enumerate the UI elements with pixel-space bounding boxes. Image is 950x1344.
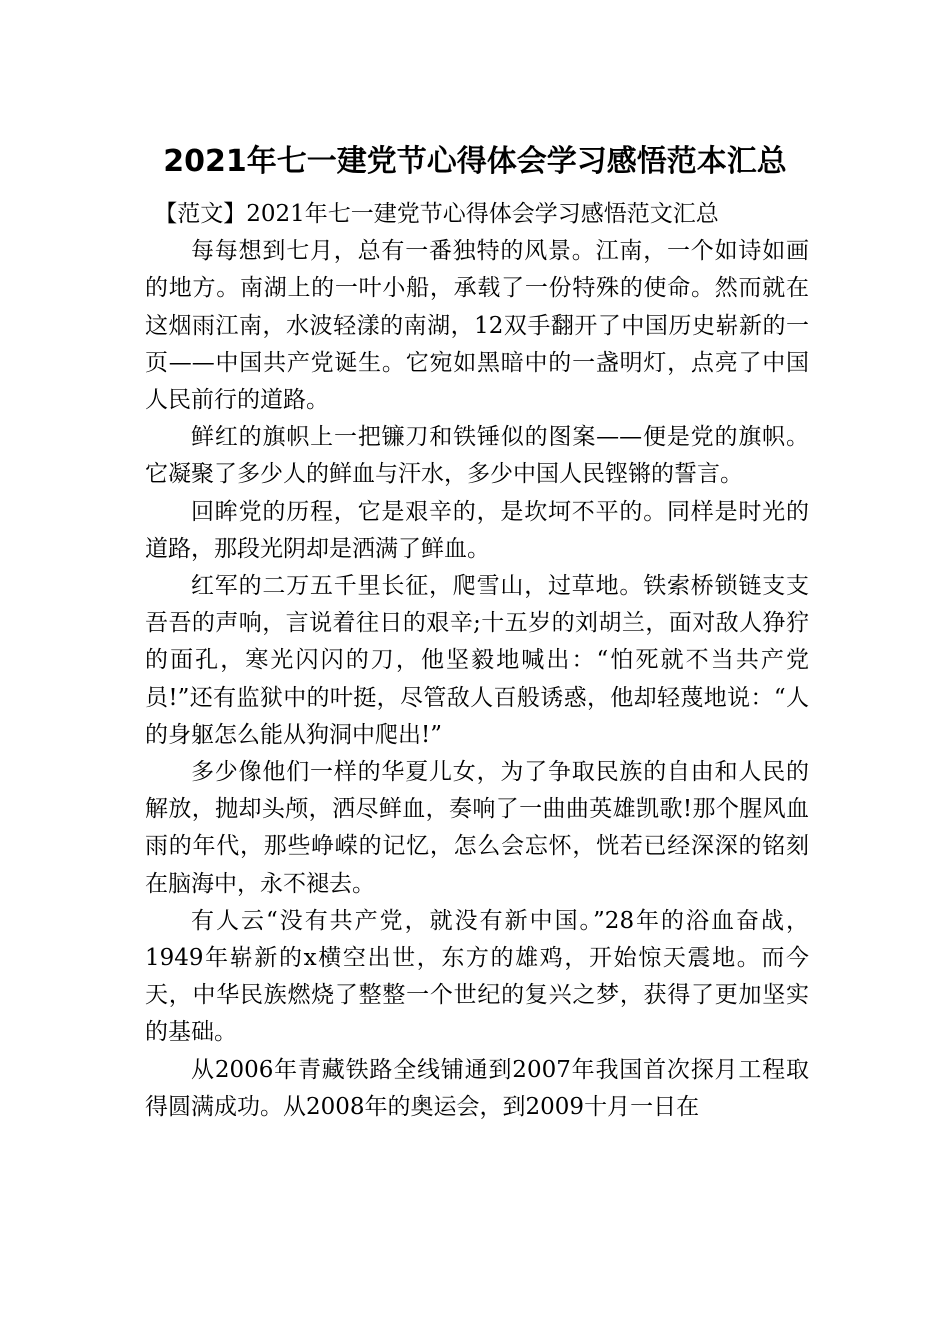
body-paragraph: 多少像他们一样的华夏儿女，为了争取民族的自由和人民的解放，抛却头颅，洒尽鲜血，奏响了一曲曲英雄凯歌!那个腥风血雨的年代，那些峥嵘的记忆，怎么会忘怀，恍若已经深深的铭刻在脑海中，永不褪去。 bbox=[145, 759, 809, 897]
document-body bbox=[145, 196, 809, 1126]
document-title: 2021年七一建党节心得体会学习感悟范本汇总 bbox=[163, 144, 787, 180]
body-paragraph: 红军的二万五千里长征，爬雪山，过草地。铁索桥锁链支支吾吾的声响，言说着往日的艰辛;十五岁的刘胡兰，面对敌人狰狞的面孔，寒光闪闪的刀，他坚毅地喊出：“怕死就不当共产党员!”还有监狱中的叶挺，尽管敌人百般诱惑，他却轻蔑地说：“人的身躯怎么能从狗洞中爬出!” bbox=[145, 573, 809, 748]
body-paragraph: 回眸党的历程，它是艰辛的，是坎坷不平的。同样是时光的道路，那段光阴却是洒满了鲜血。 bbox=[145, 498, 809, 562]
body-paragraph: 从2006年青藏铁路全线铺通到2007年我国首次探月工程取得圆满成功。从2008年的奥运会，到2009十月一日在 bbox=[145, 1056, 809, 1120]
body-paragraph: 有人云“没有共产党，就没有新中国。”28年的浴血奋战，1949年崭新的x横空出世，东方的雄鸡，开始惊天震地。而今天，中华民族燃烧了整整一个世纪的复兴之梦，获得了更加坚实的基础。 bbox=[145, 907, 809, 1046]
subtitle-paragraph: 【范文】2021年七一建党节心得体会学习感悟范文汇总 bbox=[154, 201, 719, 227]
body-paragraph: 鲜红的旗帜上一把镰刀和铁锤似的图案——便是党的旗帜。它凝聚了多少人的鲜血与汗水，多少中国人民铿锵的誓言。 bbox=[145, 424, 809, 488]
body-paragraph: 每每想到七月，总有一番独特的风景。江南，一个如诗如画的地方。南湖上的一叶小船，承载了一份特殊的使命。然而就在这烟雨江南，水波轻漾的南湖，12双手翻开了中国历史崭新的一页——中国共产党诞生。它宛如黑暗中的一盏明灯，点亮了中国人民前行的道路。 bbox=[145, 238, 809, 414]
